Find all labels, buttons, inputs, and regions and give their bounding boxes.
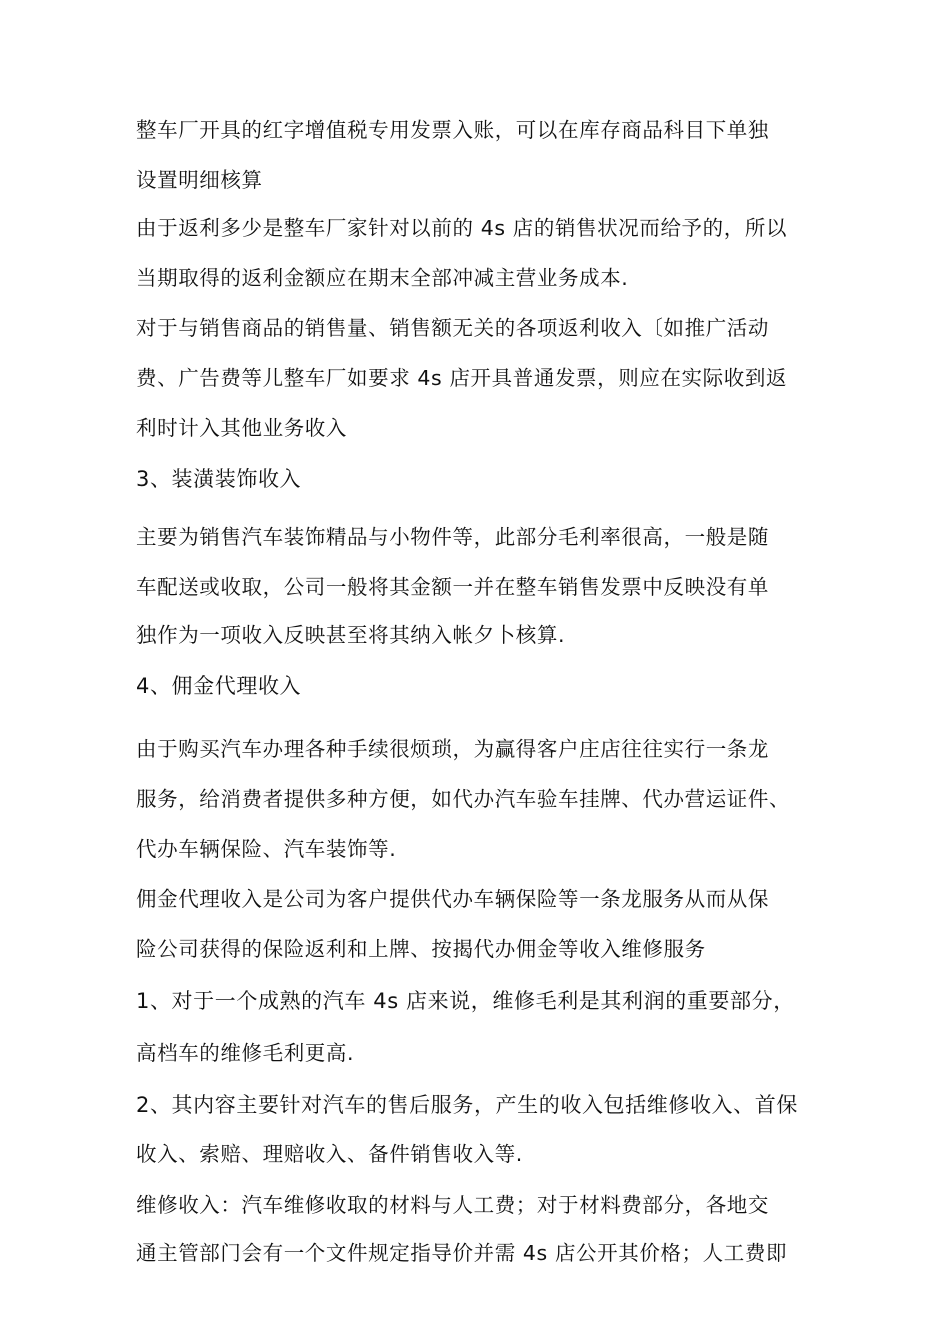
text-line-5: 对于与销售商品的销售量、销售额无关的各项返利收入〔如推广活动 (136, 316, 769, 340)
text-line-13: 由于购买汽车办理各种手续很烦琐，为赢得客户庄店往往实行一条龙 (136, 737, 769, 761)
text-line-3: 由于返利多少是整车厂家针对以前的 4s 店的销售状况而给予的，所以 (136, 216, 788, 240)
numbered-line-1: 1、对于一个成熟的汽车 4s 店来说，维修毛利是其利润的重要部分， (136, 989, 795, 1013)
text-line-6: 费、广告费等儿整车厂如要求 4s 店开具普通发票，则应在实际收到返 (136, 366, 788, 390)
text-line-15: 代办车辆保险、汽车装饰等. (136, 837, 397, 861)
numbered-line-2: 2、其内容主要针对汽车的售后服务，产生的收入包括维修收入、首保 (136, 1093, 798, 1117)
section-heading-3: 3、装潢装饰收入 (136, 467, 302, 491)
text-line-22: 维修收入：汽车维修收取的材料与人工费；对于材料费部分，各地交 (136, 1193, 769, 1217)
text-line-7: 利时计入其他业务收入 (136, 416, 347, 440)
text-line-14: 服务，给消费者提供多种方便，如代办汽车验车挂牌、代办营运证件、 (136, 787, 791, 811)
text-line-4: 当期取得的返利金额应在期末全部冲减主营业务成本. (136, 266, 629, 290)
text-line-1: 整车厂开具的红字增值税专用发票入账，可以在库存商品科目下单独 (136, 118, 769, 142)
text-line-21: 收入、索赔、理赔收入、备件销售收入等. (136, 1142, 523, 1166)
text-line-17: 险公司获得的保险返利和上牌、按揭代办佣金等收入维修服务 (136, 937, 706, 961)
text-line-19: 高档车的维修毛利更高. (136, 1041, 355, 1065)
section-heading-4: 4、佣金代理收入 (136, 674, 302, 698)
text-line-10: 车配送或收取，公司一般将其金额一并在整车销售发票中反映没有单 (136, 575, 769, 599)
text-line-2: 设置明细核算 (136, 168, 263, 192)
text-line-9: 主要为销售汽车装饰精品与小物件等，此部分毛利率很高，一般是随 (136, 525, 769, 549)
text-line-23: 通主管部门会有一个文件规定指导价并需 4s 店公开其价格；人工费即 (136, 1241, 788, 1265)
text-line-16: 佣金代理收入是公司为客户提供代办车辆保险等一条龙服务从而从保 (136, 887, 769, 911)
text-line-11: 独作为一项收入反映甚至将其纳入帐夕卜核算. (136, 623, 566, 647)
